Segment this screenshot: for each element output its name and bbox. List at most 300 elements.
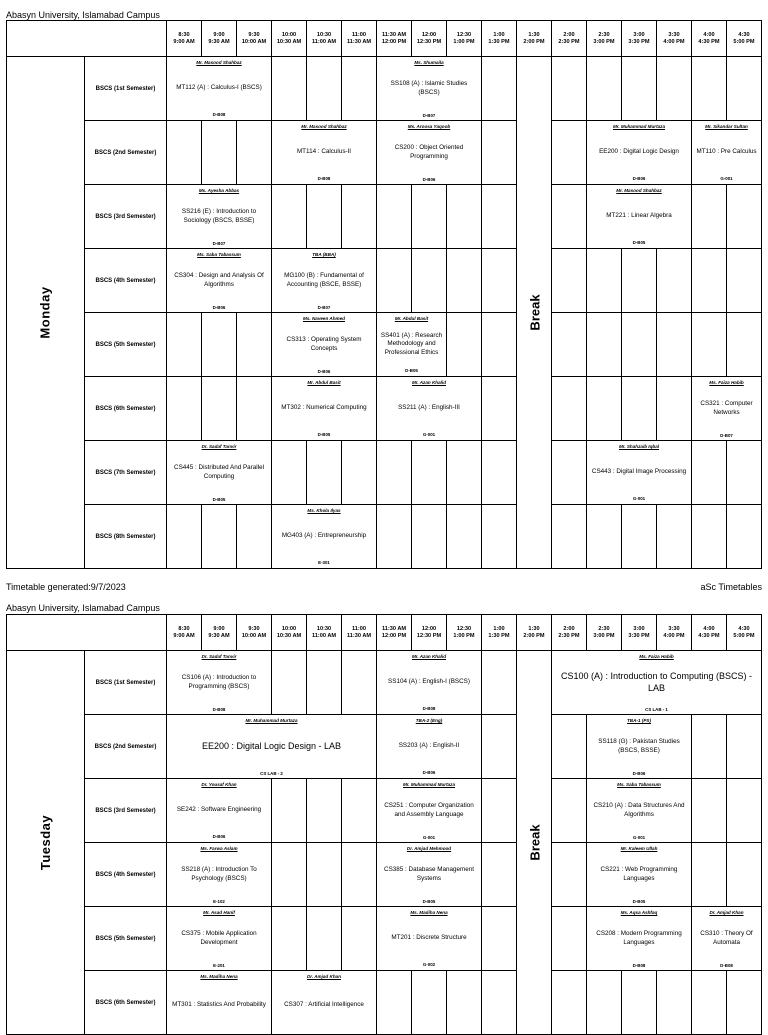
time-slot-header	[482, 21, 517, 57]
class-slot	[272, 377, 377, 441]
empty-slot	[657, 971, 692, 1035]
room-number: D-B05	[422, 898, 436, 904]
time-slot-header	[237, 615, 272, 651]
class-slot	[272, 505, 377, 569]
time-slot-start: 2:00	[563, 625, 575, 632]
empty-slot	[657, 377, 692, 441]
empty-slot	[307, 779, 342, 843]
time-slot-end: 11:30 AM	[346, 38, 372, 45]
class-cell	[167, 780, 271, 842]
time-slot-start: 11:00	[352, 625, 366, 632]
time-slot-end: 2:00 PM	[523, 38, 545, 45]
class-cell	[167, 250, 271, 312]
teacher-name: Mr. Muhammad Murtaza	[245, 717, 298, 723]
time-slot-start: 9:00	[213, 31, 225, 38]
room-number: E-102	[213, 898, 225, 904]
time-slot-header	[587, 21, 622, 57]
class-slot	[167, 971, 272, 1035]
empty-slot	[587, 57, 622, 121]
empty-slot	[447, 441, 482, 505]
time-slot-start: 11:30 AM	[381, 31, 407, 38]
empty-slot	[307, 651, 342, 715]
time-slot-header	[342, 615, 377, 651]
time-slot-end: 3:00 PM	[593, 632, 615, 639]
class-slot	[167, 843, 272, 907]
room-number: D-B08	[720, 962, 733, 968]
class-slot	[587, 715, 692, 779]
room-number: D-B08	[212, 112, 226, 118]
course-title: CS100 (A) : Introduction to Computing (BSCS) - LAB	[560, 670, 753, 693]
time-slot-end: 9:00 AM	[173, 38, 195, 45]
header-corner	[7, 21, 167, 57]
time-slot-header	[202, 21, 237, 57]
course-title: MT112 (A) : Calculus-I (BSCS)	[176, 84, 262, 92]
teacher-name: Ms. Madiha Nena	[410, 909, 448, 915]
time-slot-end: 9:30 AM	[208, 632, 230, 639]
class-cell	[377, 378, 481, 440]
teacher-name: Mr. Masood Shahbaz	[301, 123, 347, 129]
time-slot-header	[622, 21, 657, 57]
empty-slot	[657, 313, 692, 377]
asc-timetables-brand: aSc Timetables	[700, 582, 762, 592]
course-title: MT110 : Pre Calculus	[696, 148, 757, 156]
time-slot-start: 10:30	[316, 625, 332, 632]
timetable-tuesday	[6, 614, 762, 1035]
room-number: D-B08	[422, 706, 436, 712]
class-slot	[377, 843, 482, 907]
class-cell	[377, 314, 446, 376]
course-title: CS251 : Computer Organization and Assembly Language	[384, 802, 474, 818]
class-slot	[587, 441, 692, 505]
class-slot	[692, 377, 762, 441]
teacher-name: Mr. Masood Shahbaz	[616, 187, 662, 193]
time-header-row	[7, 615, 762, 651]
class-cell	[587, 442, 691, 504]
course-title: SS211 (A) : English-III	[398, 404, 460, 412]
teacher-name: Dr. Yousaf Khan	[201, 781, 237, 787]
course-title: CS385 : Database Management Systems	[384, 866, 474, 882]
room-number: D-B05	[212, 496, 226, 502]
empty-slot	[587, 249, 622, 313]
time-slot-end: 9:00 AM	[173, 632, 195, 639]
teacher-name: Mr. Kaleem Ullah	[620, 845, 658, 851]
class-slot	[167, 441, 272, 505]
teacher-name: TBA-1 (PS)	[627, 717, 651, 723]
empty-slot	[552, 779, 587, 843]
empty-slot	[237, 505, 272, 569]
empty-slot	[552, 971, 587, 1035]
empty-slot	[307, 907, 342, 971]
time-slot-header	[342, 21, 377, 57]
empty-slot	[692, 779, 727, 843]
empty-slot	[237, 121, 272, 185]
empty-slot	[412, 249, 447, 313]
time-slot-start: 10:30	[316, 31, 332, 38]
room-number: E-201	[213, 962, 225, 968]
course-title: MG100 (B) : Fundamental of Accounting (BSCE, BSSE)	[284, 272, 364, 288]
empty-slot	[552, 715, 587, 779]
class-slot	[587, 185, 692, 249]
class-cell	[377, 716, 481, 778]
time-slot-start: 9:30	[248, 625, 260, 632]
time-slot-end: 2:30 PM	[558, 632, 580, 639]
class-slot	[377, 907, 482, 971]
empty-slot	[202, 377, 237, 441]
class-cell	[587, 908, 691, 970]
teacher-name: Dr. Amjad Khan	[709, 909, 744, 915]
teacher-name: Ms. Naveen Ahmed	[303, 315, 345, 321]
course-title: SS218 (A) : Introduction To Psychology (BSCS)	[181, 866, 257, 882]
course-title: SE242 : Software Engineering	[176, 806, 262, 814]
course-title: MT201 : Discrete Structure	[391, 934, 467, 942]
time-slot-header	[167, 21, 202, 57]
course-title: CS321 : Computer Networks	[700, 400, 753, 416]
class-slot	[587, 121, 692, 185]
time-slot-end: 5:00 PM	[733, 38, 755, 45]
time-slot-start: 1:00	[493, 625, 505, 632]
time-slot-header	[517, 21, 552, 57]
empty-slot	[552, 843, 587, 907]
empty-slot	[657, 505, 692, 569]
class-cell	[272, 250, 376, 312]
course-title: CS307 : Artificial Intelligence	[284, 1000, 364, 1008]
time-slot-start: 3:30	[668, 31, 680, 38]
empty-slot	[482, 843, 517, 907]
time-slot-end: 4:30 PM	[698, 38, 720, 45]
time-slot-start: 9:00	[213, 625, 225, 632]
time-slot-start: 8:30	[178, 31, 190, 38]
room-number: D-B06	[422, 770, 436, 776]
empty-slot	[552, 441, 587, 505]
time-slot-header	[622, 615, 657, 651]
teacher-name: Ms. Aqsa Ashfaq	[620, 909, 658, 915]
empty-slot	[552, 121, 587, 185]
empty-slot	[342, 185, 377, 249]
semester-label: BSCS (3rd Semester)	[85, 185, 167, 249]
empty-slot	[447, 313, 482, 377]
time-slot-end: 1:30 PM	[488, 632, 510, 639]
empty-slot	[482, 441, 517, 505]
empty-slot	[342, 57, 377, 121]
empty-slot	[272, 779, 307, 843]
class-slot	[167, 779, 272, 843]
empty-slot	[447, 505, 482, 569]
class-slot	[167, 57, 272, 121]
semester-row	[7, 971, 762, 1035]
empty-slot	[272, 185, 307, 249]
empty-slot	[307, 185, 342, 249]
class-cell	[692, 908, 761, 970]
course-title: CS200 : Object Oriented Programming	[394, 144, 464, 160]
empty-slot	[342, 779, 377, 843]
empty-slot	[342, 441, 377, 505]
empty-slot	[412, 185, 447, 249]
room-number: G-002	[422, 962, 436, 968]
class-cell	[377, 844, 481, 906]
time-slot-start: 12:30	[456, 625, 472, 632]
empty-slot	[692, 715, 727, 779]
course-title: MT301 : Statistics And Probability	[172, 1000, 266, 1008]
time-slot-start: 4:30	[738, 625, 750, 632]
class-slot	[272, 971, 377, 1035]
class-cell	[692, 122, 761, 184]
semester-row	[7, 377, 762, 441]
class-slot	[272, 313, 377, 377]
empty-slot	[657, 57, 692, 121]
time-slot-header	[727, 615, 762, 651]
room-number: G-001	[422, 432, 436, 438]
empty-slot	[552, 185, 587, 249]
time-slot-end: 12:00 PM	[381, 38, 407, 45]
empty-slot	[692, 441, 727, 505]
time-slot-header	[692, 21, 727, 57]
empty-slot	[202, 121, 237, 185]
day-name: Monday	[38, 286, 53, 339]
break-label: Break	[527, 824, 543, 861]
class-cell	[272, 314, 376, 376]
time-slot-end: 5:00 PM	[733, 632, 755, 639]
semester-label: BSCS (4th Semester)	[85, 843, 167, 907]
empty-slot	[167, 505, 202, 569]
class-cell	[692, 378, 761, 440]
time-slot-end: 4:00 PM	[663, 38, 685, 45]
semester-label: BSCS (3rd Semester)	[85, 779, 167, 843]
class-slot	[167, 185, 272, 249]
class-slot	[167, 715, 377, 779]
time-slot-end: 12:30 PM	[416, 632, 442, 639]
break-label: Break	[527, 294, 543, 331]
course-title: EE200 : Digital Logic Design - LAB	[201, 740, 342, 751]
empty-slot	[272, 843, 307, 907]
class-cell	[167, 186, 271, 248]
class-cell	[167, 58, 271, 120]
room-number: D-B06	[632, 176, 646, 182]
time-slot-start: 8:30	[178, 625, 190, 632]
class-slot	[587, 843, 692, 907]
teacher-name: TBA (BBA)	[312, 251, 336, 257]
university-header: Abasyn University, Islamabad Campus	[6, 10, 160, 20]
room-number: G-001	[720, 176, 733, 182]
class-slot	[377, 779, 482, 843]
time-slot-header	[727, 21, 762, 57]
empty-slot	[727, 715, 762, 779]
time-slot-start: 2:00	[563, 31, 575, 38]
course-title: CS310 : Theory Of Automata	[700, 930, 753, 946]
semester-row	[7, 185, 762, 249]
class-cell	[552, 652, 761, 714]
time-slot-header	[692, 615, 727, 651]
teacher-name: Dr. Sadaf Tanvir	[201, 443, 237, 449]
time-slot-end: 9:30 AM	[208, 38, 230, 45]
time-slot-start: 2:30	[598, 625, 610, 632]
time-slot-end: 3:00 PM	[593, 38, 615, 45]
time-slot-start: 3:00	[633, 625, 645, 632]
class-slot	[377, 651, 482, 715]
teacher-name: Ms. Aroosa Yaqoob	[407, 123, 451, 129]
semester-row	[7, 651, 762, 715]
time-header-row	[7, 21, 762, 57]
semester-row	[7, 441, 762, 505]
empty-slot	[482, 907, 517, 971]
teacher-name: Ms. Madiha Nena	[200, 973, 238, 979]
semester-row	[7, 843, 762, 907]
empty-slot	[587, 971, 622, 1035]
time-slot-start: 1:00	[493, 31, 505, 38]
course-title: MT114 : Calculus-II	[296, 148, 352, 156]
time-slot-start: 9:30	[248, 31, 260, 38]
course-title: SS203 (A) : English-II	[398, 742, 460, 750]
time-slot-header	[272, 21, 307, 57]
teacher-name: Ms. Farwa Aslam	[200, 845, 238, 851]
empty-slot	[552, 249, 587, 313]
class-cell	[272, 506, 376, 568]
empty-slot	[447, 971, 482, 1035]
university-header: Abasyn University, Islamabad Campus	[6, 603, 160, 613]
course-title: EE200 : Digital Logic Design	[599, 148, 679, 156]
course-title: SS108 (A) : Islamic Studies (BSCS)	[390, 80, 468, 96]
time-slot-end: 3:30 PM	[628, 38, 650, 45]
empty-slot	[657, 249, 692, 313]
empty-slot	[237, 313, 272, 377]
empty-slot	[622, 57, 657, 121]
class-cell	[587, 186, 691, 248]
empty-slot	[447, 185, 482, 249]
empty-slot	[482, 505, 517, 569]
time-slot-end: 10:00 AM	[241, 38, 267, 45]
empty-slot	[622, 377, 657, 441]
time-slot-header	[412, 615, 447, 651]
time-slot-header	[552, 21, 587, 57]
teacher-name: Mr. Azan Khalid	[411, 653, 447, 659]
time-slot-end: 2:00 PM	[523, 632, 545, 639]
empty-slot	[377, 185, 412, 249]
empty-slot	[727, 441, 762, 505]
empty-slot	[307, 843, 342, 907]
room-number: D-B08	[632, 962, 646, 968]
teacher-name: Ms. Ayesha Abbas	[198, 187, 240, 193]
empty-slot	[482, 779, 517, 843]
room-number: E-301	[318, 560, 330, 566]
class-cell	[167, 972, 271, 1034]
empty-slot	[307, 441, 342, 505]
empty-slot	[587, 313, 622, 377]
empty-slot	[377, 441, 412, 505]
class-cell	[377, 908, 481, 970]
semester-row	[7, 313, 762, 377]
empty-slot	[552, 313, 587, 377]
time-slot-header	[377, 21, 412, 57]
time-slot-start: 11:00	[352, 31, 366, 38]
time-slot-end: 4:00 PM	[663, 632, 685, 639]
semester-row	[7, 249, 762, 313]
time-slot-end: 2:30 PM	[558, 38, 580, 45]
semester-label: BSCS (6th Semester)	[85, 377, 167, 441]
time-slot-start: 12:00	[421, 31, 437, 38]
time-slot-end: 1:00 PM	[453, 632, 475, 639]
class-slot	[587, 907, 692, 971]
class-slot	[692, 121, 762, 185]
empty-slot	[692, 505, 727, 569]
empty-slot	[622, 971, 657, 1035]
semester-row	[7, 505, 762, 569]
empty-slot	[377, 505, 412, 569]
time-slot-end: 11:00 AM	[311, 38, 337, 45]
time-slot-end: 1:30 PM	[488, 38, 510, 45]
class-cell	[272, 378, 376, 440]
time-slot-end: 1:00 PM	[453, 38, 475, 45]
class-cell	[167, 908, 271, 970]
course-title: MT302 : Numerical Computing	[281, 404, 367, 412]
class-cell	[167, 652, 271, 714]
teacher-name: Mr. Muhammad Murtaza	[402, 781, 456, 787]
time-slot-end: 12:00 PM	[381, 632, 407, 639]
empty-slot	[622, 313, 657, 377]
empty-slot	[377, 971, 412, 1035]
empty-slot	[307, 57, 342, 121]
break-column	[517, 57, 552, 569]
empty-slot	[727, 779, 762, 843]
semester-label: BSCS (7th Semester)	[85, 441, 167, 505]
time-slot-start: 12:30	[456, 31, 472, 38]
class-slot	[377, 121, 482, 185]
course-title: CS210 (A) : Data Structures And Algorithms	[593, 802, 685, 818]
teacher-name: Ms. Faiza Habib	[639, 653, 674, 659]
course-title: SS216 (E) : Introduction to Sociology (BSCS, BSSE)	[181, 208, 257, 224]
course-title: CS221 : Web Programming Languages	[600, 866, 678, 882]
class-cell	[587, 780, 691, 842]
class-slot	[377, 313, 447, 377]
semester-row	[7, 57, 762, 121]
class-cell	[587, 716, 691, 778]
timetable-monday	[6, 20, 762, 569]
empty-slot	[167, 313, 202, 377]
time-slot-end: 11:00 AM	[311, 632, 337, 639]
class-slot	[377, 57, 482, 121]
empty-slot	[482, 715, 517, 779]
class-slot	[167, 907, 272, 971]
time-slot-start: 10:00	[281, 625, 297, 632]
time-slot-header	[307, 21, 342, 57]
time-slot-header	[272, 615, 307, 651]
empty-slot	[272, 907, 307, 971]
room-number: D-B07	[720, 432, 733, 438]
teacher-name: Dr. Sadaf Tanvir	[201, 653, 237, 659]
room-number: G-001	[632, 834, 646, 840]
empty-slot	[167, 377, 202, 441]
time-slot-start: 1:30	[528, 625, 540, 632]
empty-slot	[727, 249, 762, 313]
time-slot-header	[412, 21, 447, 57]
empty-slot	[552, 505, 587, 569]
teacher-name: Ms. Khola Ilyas	[307, 507, 341, 513]
header-corner	[7, 615, 167, 651]
course-title: CS375 : Mobile Application Development	[181, 930, 257, 946]
teacher-name: Ms. Saba Tabassum	[197, 251, 241, 257]
class-cell	[272, 972, 376, 1034]
teacher-name: Mr. Azan Khalid	[411, 379, 447, 385]
empty-slot	[587, 377, 622, 441]
empty-slot	[412, 441, 447, 505]
course-title: SS104 (A) : English-I (BSCS)	[388, 678, 470, 686]
teacher-name: Ms. Faiza Habib	[709, 379, 744, 385]
time-slot-start: 1:30	[528, 31, 540, 38]
course-title: MT221 : Linear Algebra	[606, 212, 672, 220]
time-slot-end: 4:30 PM	[698, 632, 720, 639]
class-slot	[272, 121, 377, 185]
empty-slot	[482, 185, 517, 249]
class-slot	[552, 651, 762, 715]
room-number: D-B06	[212, 834, 226, 840]
